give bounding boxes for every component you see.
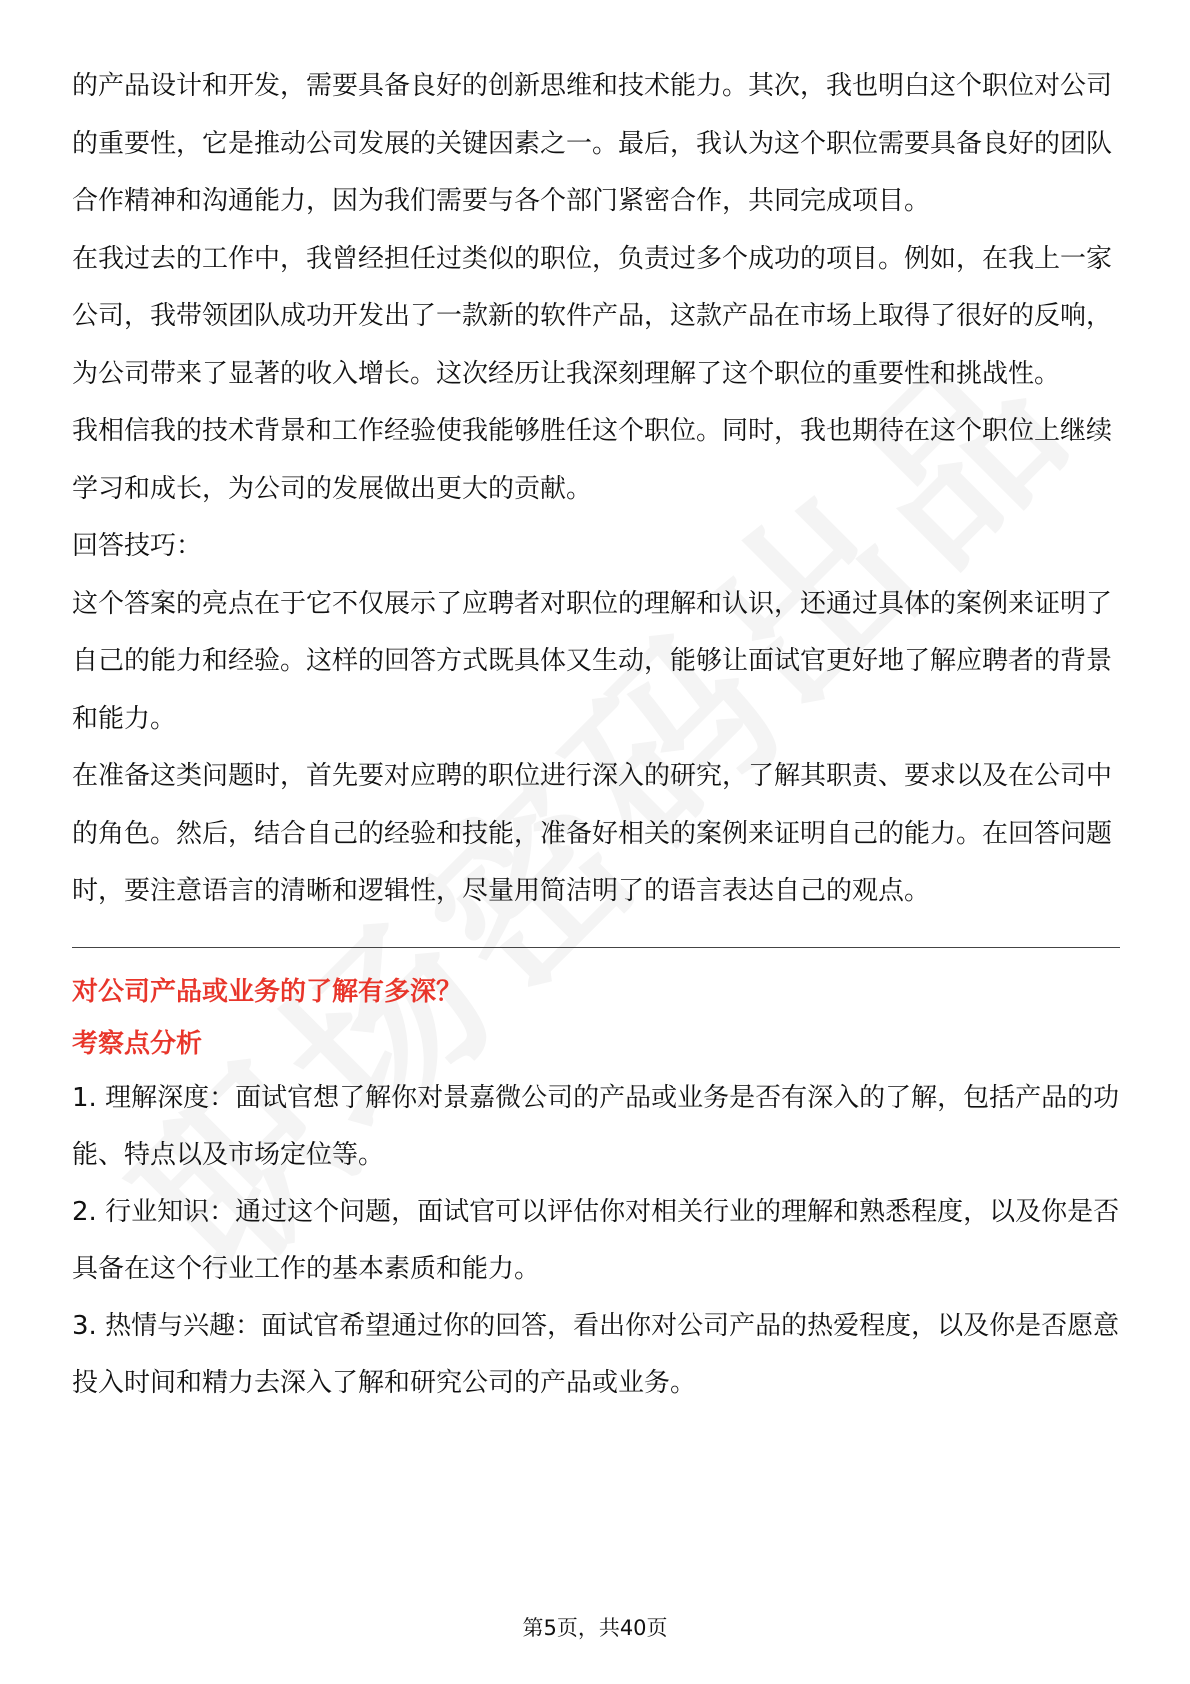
body-paragraph: 在准备这类问题时，首先要对应聘的职位进行深入的研究，了解其职责、要求以及在公司中的角色。然后，结合自己的经验和技能，准备好相关的案例来证明自己的能力。在回答问题时，要注意语言的清晰和逻辑性，尽量用简洁明了的语言表达自己的观点。 [72, 761, 1113, 906]
body-paragraph: 我相信我的技术背景和工作经验使我能够胜任这个职位。同时，我也期待在这个职位上继续学习和成长，为公司的发展做出更大的贡献。 [72, 416, 1113, 504]
analysis-item: 1. 理解深度：面试官想了解你对景嘉微公司的产品或业务是否有深入的了解，包括产品的功能、特点以及市场定位等。 [72, 1082, 1120, 1170]
analysis-item: 2. 行业知识：通过这个问题，面试官可以评估你对相关行业的理解和熟悉程度，以及你是否具备在这个行业工作的基本素质和能力。 [72, 1196, 1120, 1284]
answer-tips-label: 回答技巧： [72, 531, 203, 561]
analysis-heading: 考察点分析 [72, 1028, 203, 1059]
question-heading: 对公司产品或业务的了解有多深？ [72, 976, 463, 1007]
section-divider [72, 947, 1120, 948]
body-paragraph: 在我过去的工作中，我曾经担任过类似的职位，负责过多个成功的项目。例如，在我上一家公司，我带领团队成功开发出了一款新的软件产品，这款产品在市场上取得了很好的反响，为公司带来了显著的收入增长。这次经历让我深刻理解了这个职位的重要性和挑战性。 [72, 243, 1113, 389]
page-number: 第5页，共40页 [522, 1616, 668, 1640]
page-content [72, 58, 1120, 1412]
analysis-item: 3. 热情与兴趣：面试官希望通过你的回答，看出你对公司产品的热爱程度，以及你是否愿意投入时间和精力去深入了解和研究公司的产品或业务。 [72, 1310, 1120, 1398]
body-paragraph: 这个答案的亮点在于它不仅展示了应聘者对职位的理解和认识，还通过具体的案例来证明了自己的能力和经验。这样的回答方式既具体又生动，能够让面试官更好地了解应聘者的背景和能力。 [72, 588, 1113, 734]
body-paragraph: 的产品设计和开发，需要具备良好的创新思维和技术能力。其次，我也明白这个职位对公司的重要性，它是推动公司发展的关键因素之一。最后，我认为这个职位需要具备良好的团队合作精神和沟通能力，因为我们需要与各个部门紧密合作，共同完成项目。 [72, 71, 1113, 216]
